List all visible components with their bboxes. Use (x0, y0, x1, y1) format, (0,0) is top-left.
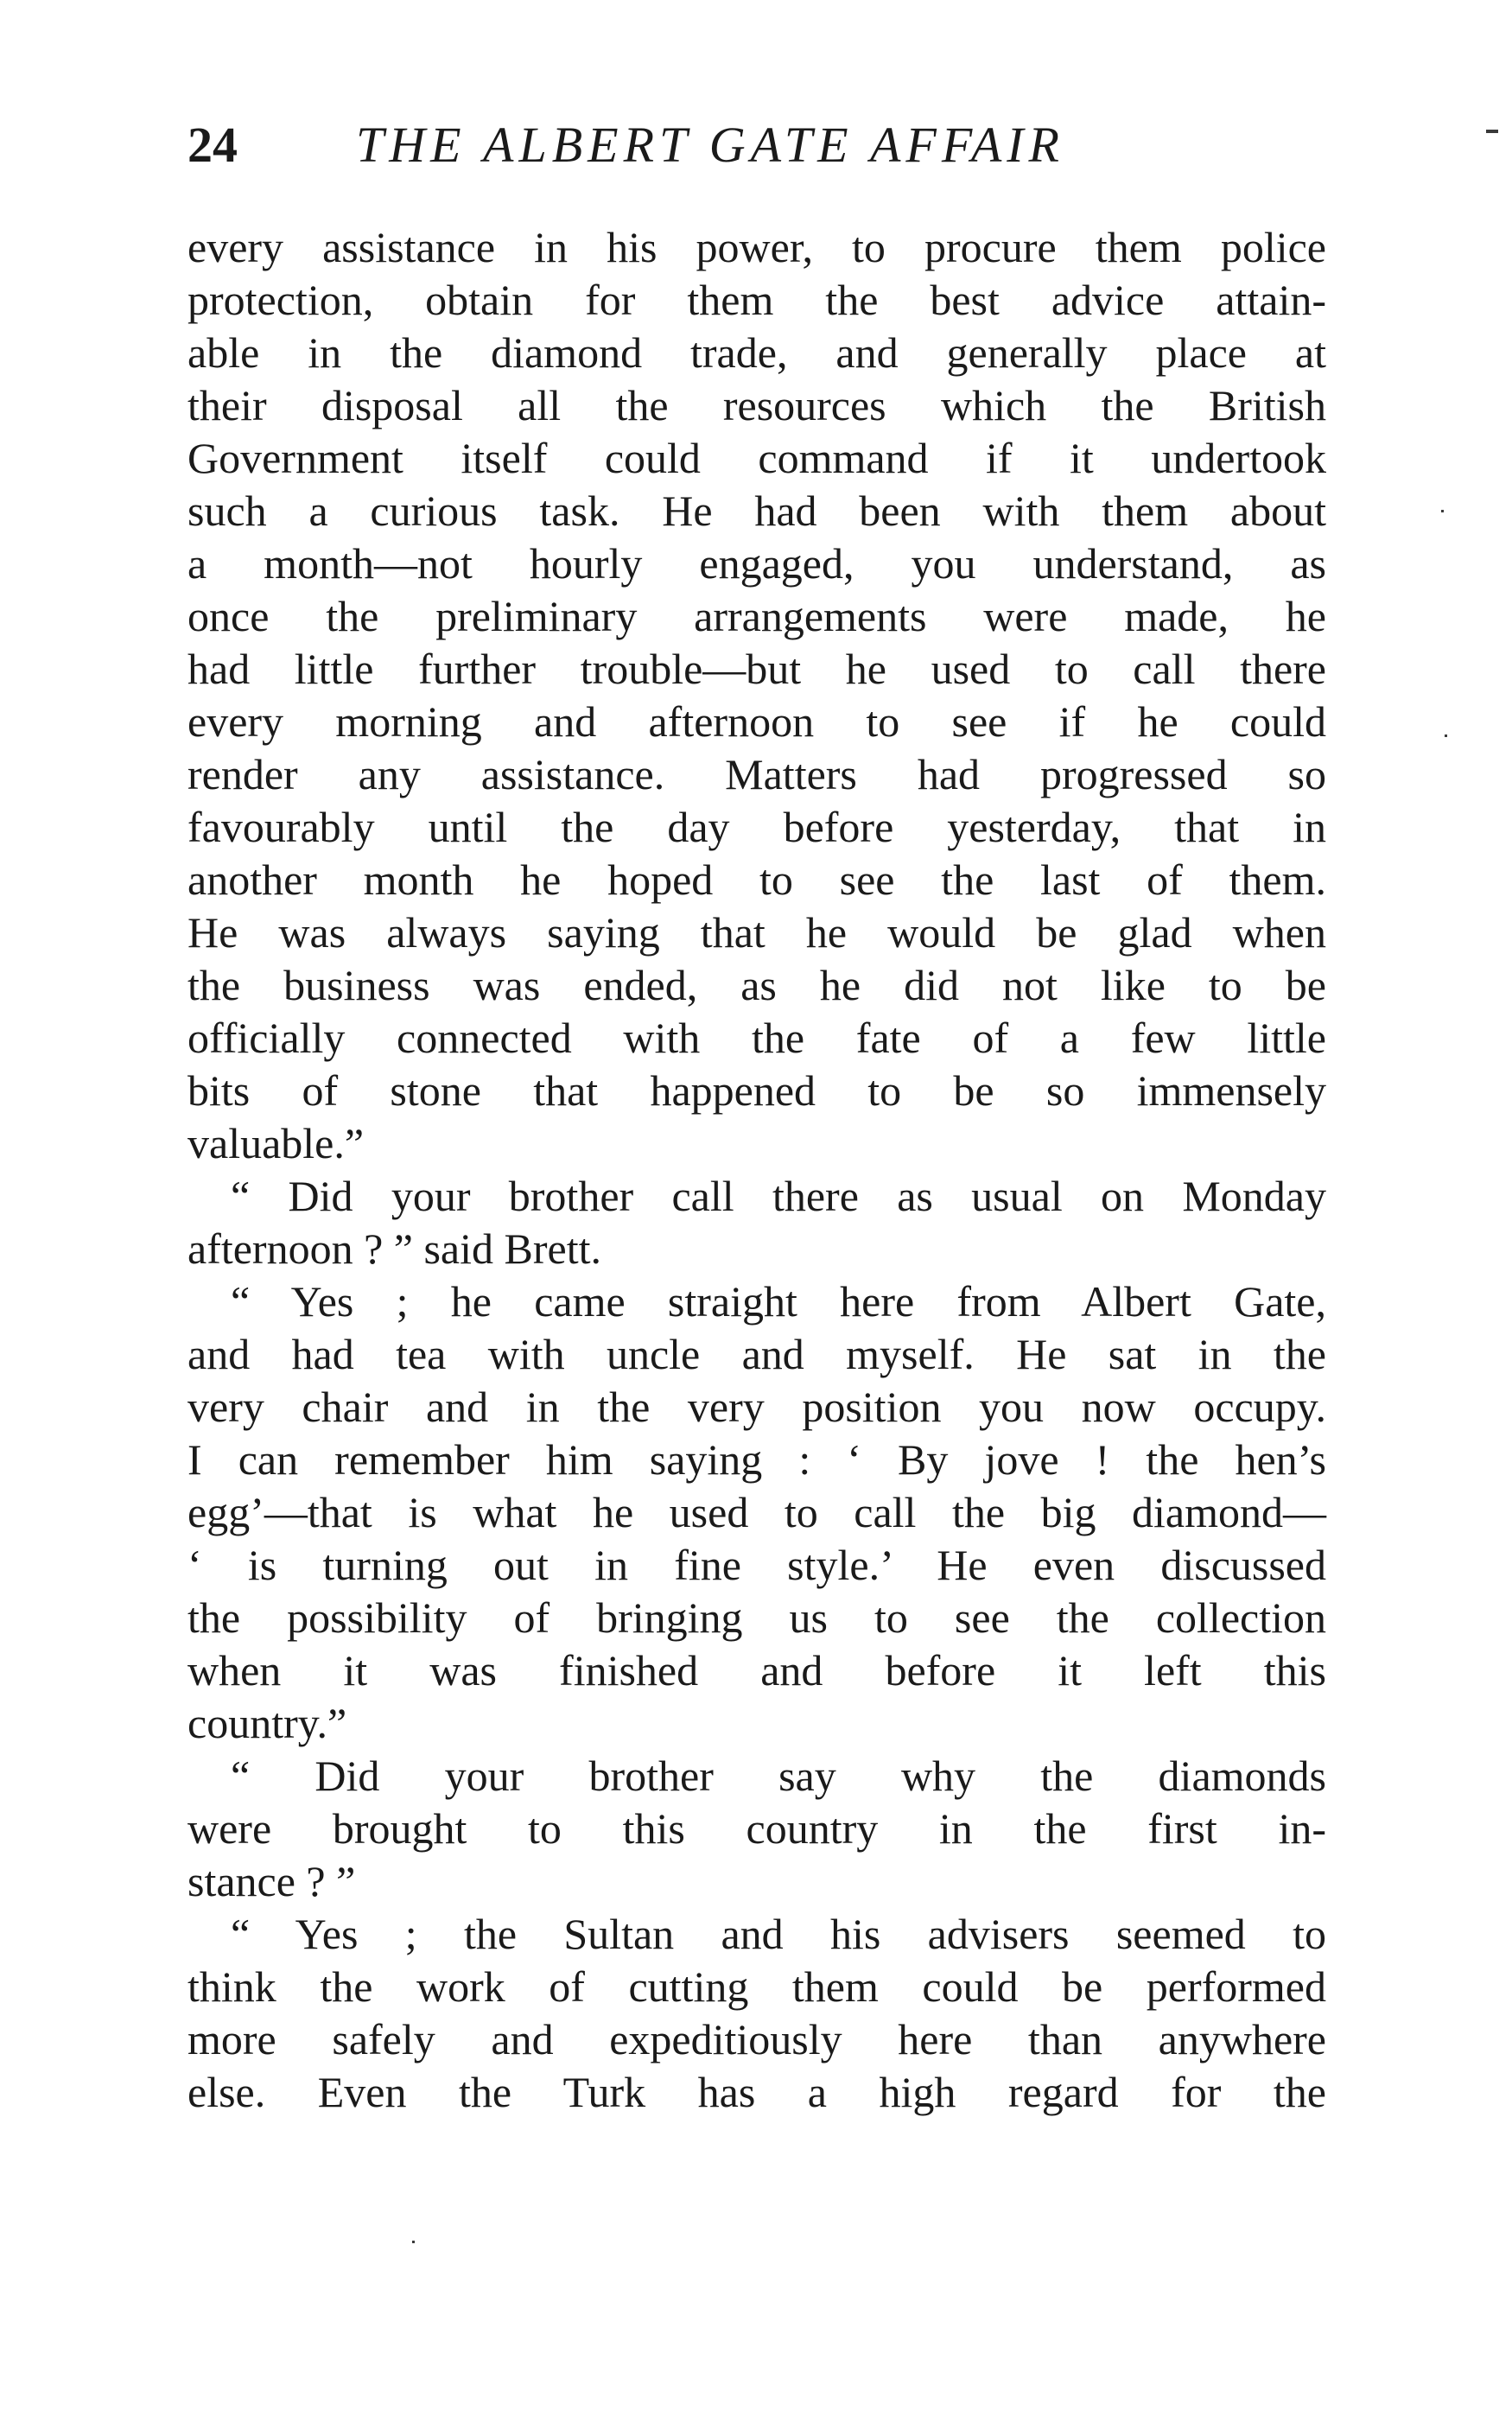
text-line: officially connected with the fate of a few little (187, 1014, 1326, 1062)
margin-speck-right-1 (1441, 510, 1444, 512)
text-line: their disposal all the resources which the British (187, 381, 1326, 429)
text-line: render any assistance. Matters had progressed so (187, 750, 1326, 798)
margin-speck-right-2 (1445, 734, 1447, 737)
text-line: “ Yes ; the Sultan and his advisers seemed to (231, 1910, 1326, 1958)
text-line: Government itself could command if it undertook (187, 434, 1326, 482)
text-line: the possibility of bringing us to see the collection (187, 1593, 1326, 1642)
text-line: egg’—that is what he used to call the big diamond— (187, 1488, 1326, 1536)
page-header (187, 111, 1328, 180)
text-line: “ Did your brother call there as usual on Monday (231, 1172, 1326, 1220)
text-line: every assistance in his power, to procure them police (187, 223, 1326, 271)
text-line: had little further trouble—but he used to call there (187, 645, 1326, 693)
margin-speck-top (1486, 130, 1498, 133)
text-line: were brought to this country in the first in- (187, 1804, 1326, 1853)
text-line: very chair and in the very position you now occupy. (187, 1383, 1326, 1431)
text-line: country.” (187, 1699, 347, 1747)
text-line: stance ? ” (187, 1857, 356, 1905)
text-line: valuable.” (187, 1119, 365, 1167)
text-line: I can remember him saying : ‘ By jove ! the hen’s (187, 1435, 1326, 1484)
running-title: THE ALBERT GATE AFFAIR (356, 117, 1064, 173)
text-line: protection, obtain for them the best advice attain- (187, 276, 1326, 324)
text-line: and had tea with uncle and myself. He sat in the (187, 1330, 1326, 1378)
text-line: else. Even the Turk has a high regard for the (187, 2068, 1326, 2116)
text-line: favourably until the day before yesterday, that in (187, 803, 1326, 851)
text-line: a month—not hourly engaged, you understand, as (187, 539, 1326, 588)
body-text (187, 221, 1326, 2119)
text-line: afternoon ? ” said Brett. (187, 1224, 601, 1273)
text-line: when it was finished and before it left this (187, 1646, 1326, 1695)
text-line: He was always saying that he would be glad when (187, 908, 1326, 957)
text-line: such a curious task. He had been with them about (187, 486, 1326, 535)
text-line: able in the diamond trade, and generally place at (187, 328, 1326, 377)
text-line: bits of stone that happened to be so immensely (187, 1066, 1326, 1115)
text-line: every morning and afternoon to see if he could (187, 697, 1326, 746)
text-line: “ Yes ; he came straight here from Albert Gate, (231, 1277, 1326, 1326)
text-line: the business was ended, as he did not like to be (187, 961, 1326, 1009)
text-line: more safely and expeditiously here than anywhere (187, 2015, 1326, 2063)
text-line: once the preliminary arrangements were made, he (187, 592, 1326, 640)
text-line: think the work of cutting them could be performed (187, 1962, 1326, 2011)
text-line: another month he hoped to see the last of them. (187, 855, 1326, 904)
margin-speck-bottom (412, 2241, 415, 2243)
text-line: “ Did your brother say why the diamonds (231, 1752, 1326, 1800)
page-number: 24 (187, 117, 238, 173)
text-line: ‘ is turning out in fine style.’ He even discussed (187, 1541, 1326, 1589)
